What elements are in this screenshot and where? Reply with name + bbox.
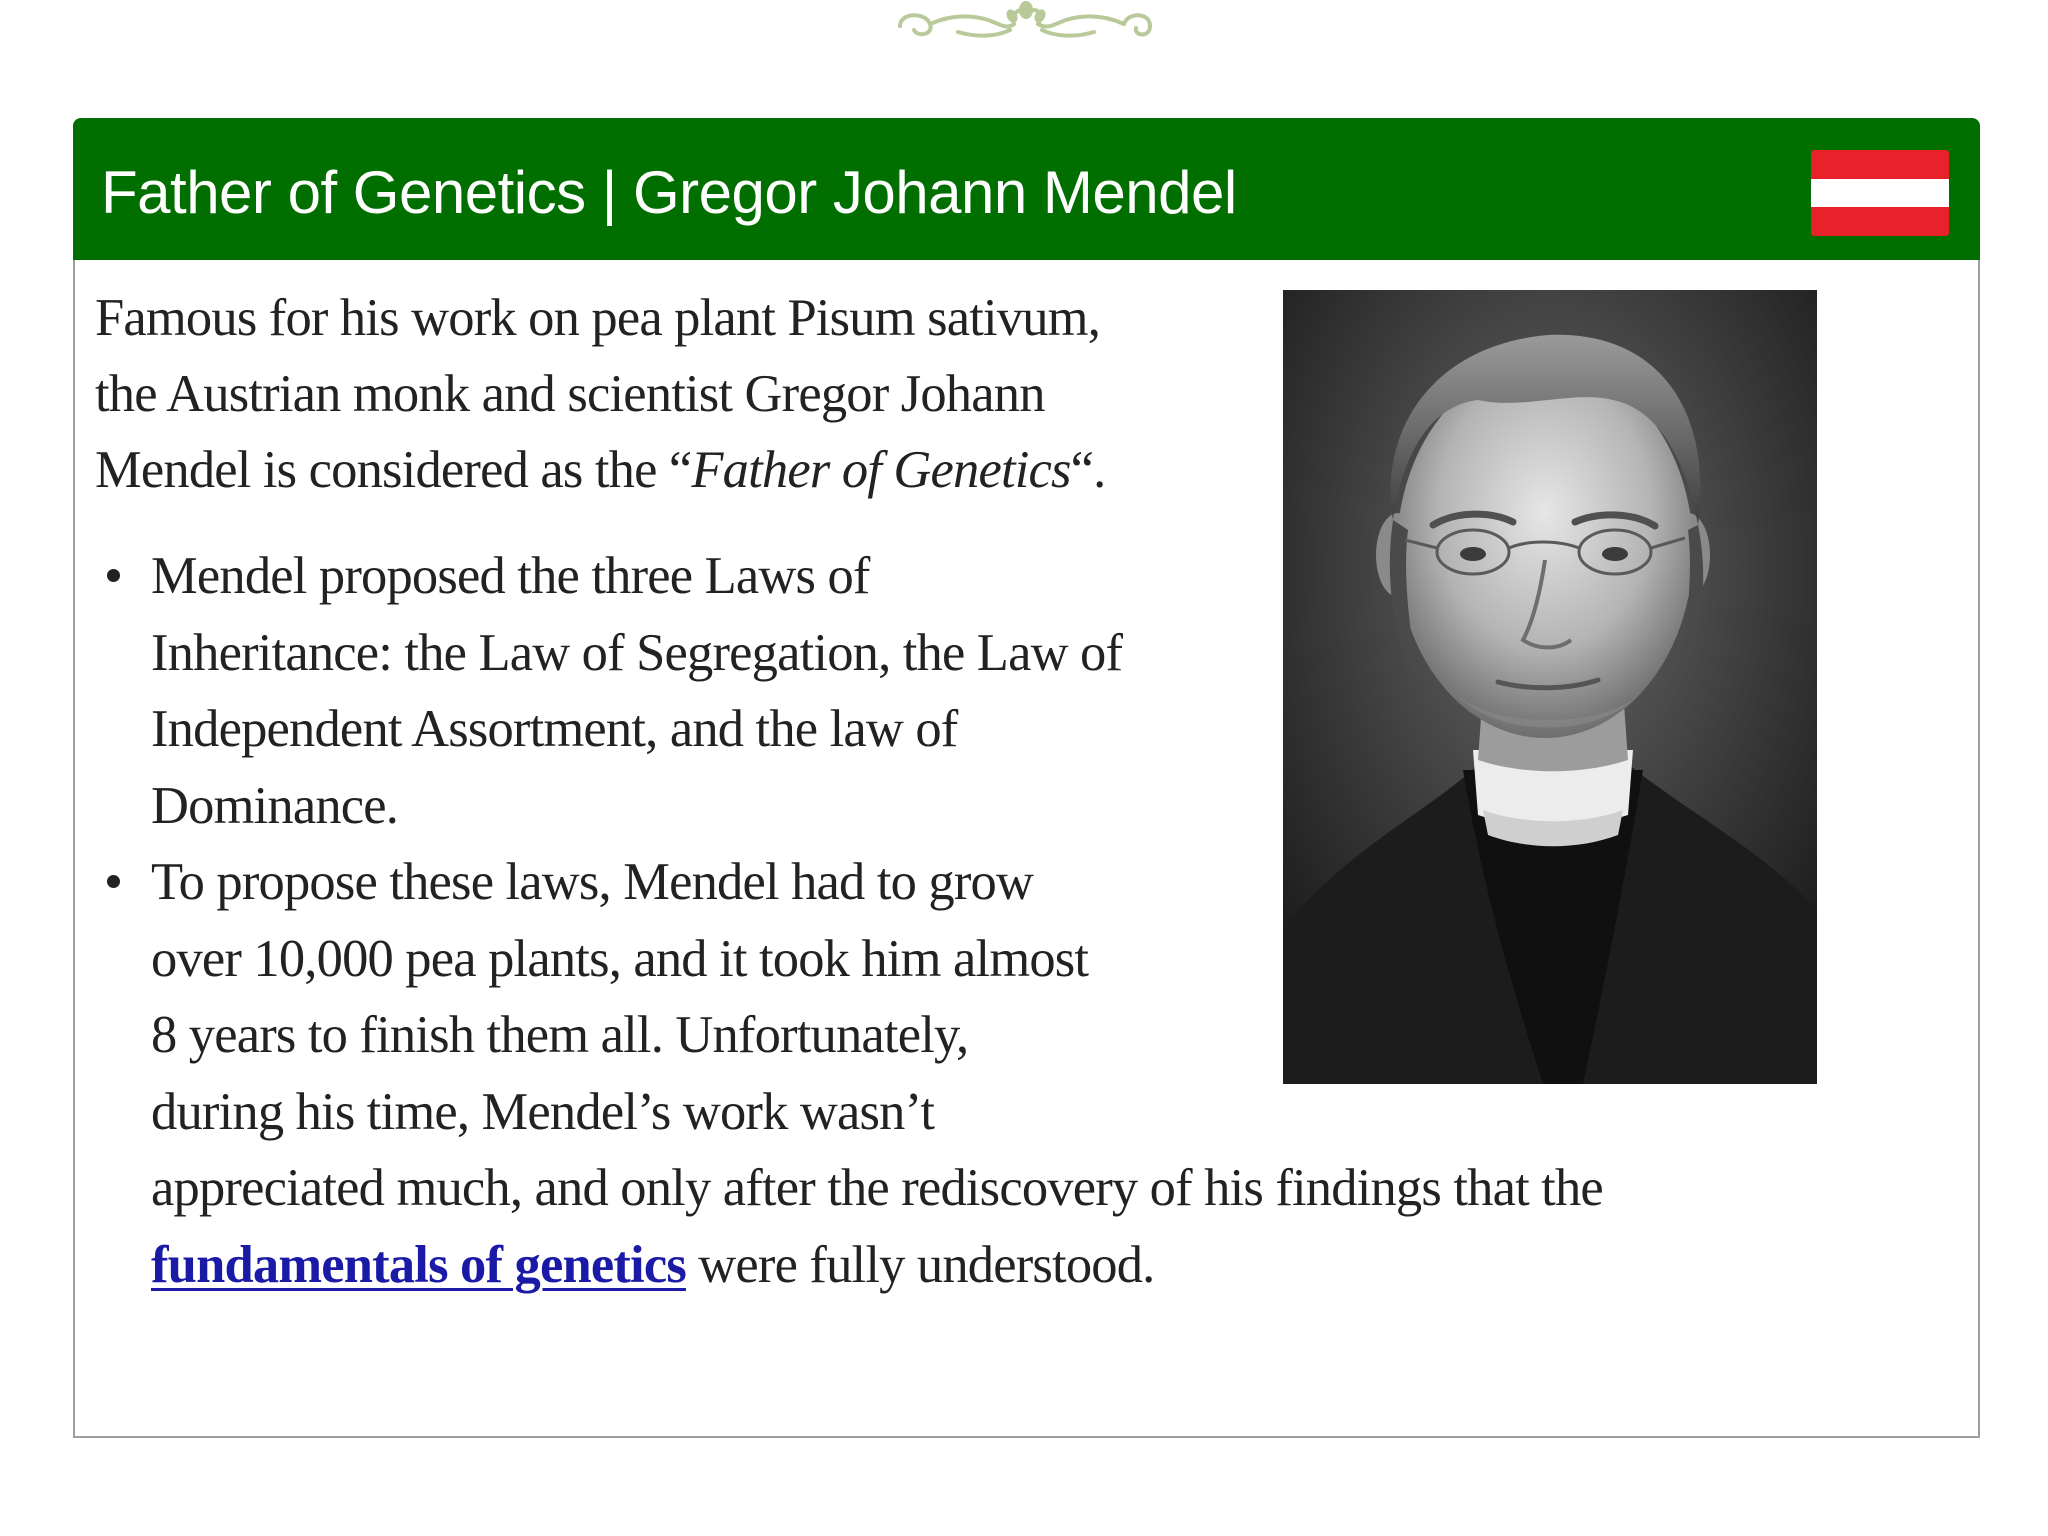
decorative-flourish bbox=[888, 0, 1160, 44]
fact-line bbox=[151, 1227, 1891, 1304]
austria-flag-icon bbox=[1811, 150, 1949, 236]
fact-line: Dominance. bbox=[151, 776, 399, 835]
fact-line: during his time, Mendel’s work wasn’t bbox=[151, 1082, 935, 1141]
flag-band-bottom bbox=[1811, 207, 1949, 236]
emphasis-father-of-genetics: Father of Genetics bbox=[691, 441, 1071, 499]
flag-band-middle bbox=[1811, 179, 1949, 208]
bullet-icon bbox=[107, 569, 120, 582]
mendel-portrait-image bbox=[1283, 290, 1817, 1084]
fact-text: were fully understood. bbox=[685, 1235, 1155, 1294]
flag-band-top bbox=[1811, 150, 1949, 179]
intro-text: Mendel is considered as the “ bbox=[95, 441, 692, 499]
fact-line: Independent Assortment, and the law of bbox=[151, 700, 958, 758]
card-title: Father of Genetics | Gregor Johann Mendel bbox=[101, 159, 1237, 226]
card-header bbox=[73, 118, 1980, 260]
article-card bbox=[73, 118, 1980, 1438]
fact-line: Mendel proposed the three Laws of bbox=[151, 547, 870, 605]
bullet-icon bbox=[107, 875, 120, 888]
intro-line: Famous for his work on pea plant Pisum sativum, bbox=[95, 289, 1101, 347]
card-body bbox=[95, 260, 1955, 1410]
fact-line: To propose these laws, Mendel had to grow bbox=[151, 853, 1034, 911]
fundamentals-of-genetics-link[interactable]: fundamentals of genetics bbox=[151, 1235, 686, 1294]
fact-line: over 10,000 pea plants, and it took him almost bbox=[151, 929, 1089, 988]
intro-paragraph bbox=[95, 280, 1215, 508]
list-item bbox=[95, 538, 1256, 844]
intro-line: the Austrian monk and scientist Gregor Johann bbox=[95, 365, 1045, 423]
fact-line: appreciated much, and only after the rediscovery of his findings that the bbox=[151, 1159, 1603, 1217]
fact-line: 8 years to finish them all. Unfortunately, bbox=[151, 1006, 969, 1064]
fact-line: Inheritance: the Law of Segregation, the Law of bbox=[151, 623, 1123, 682]
intro-line bbox=[95, 432, 1215, 508]
intro-text: “. bbox=[1070, 441, 1106, 499]
